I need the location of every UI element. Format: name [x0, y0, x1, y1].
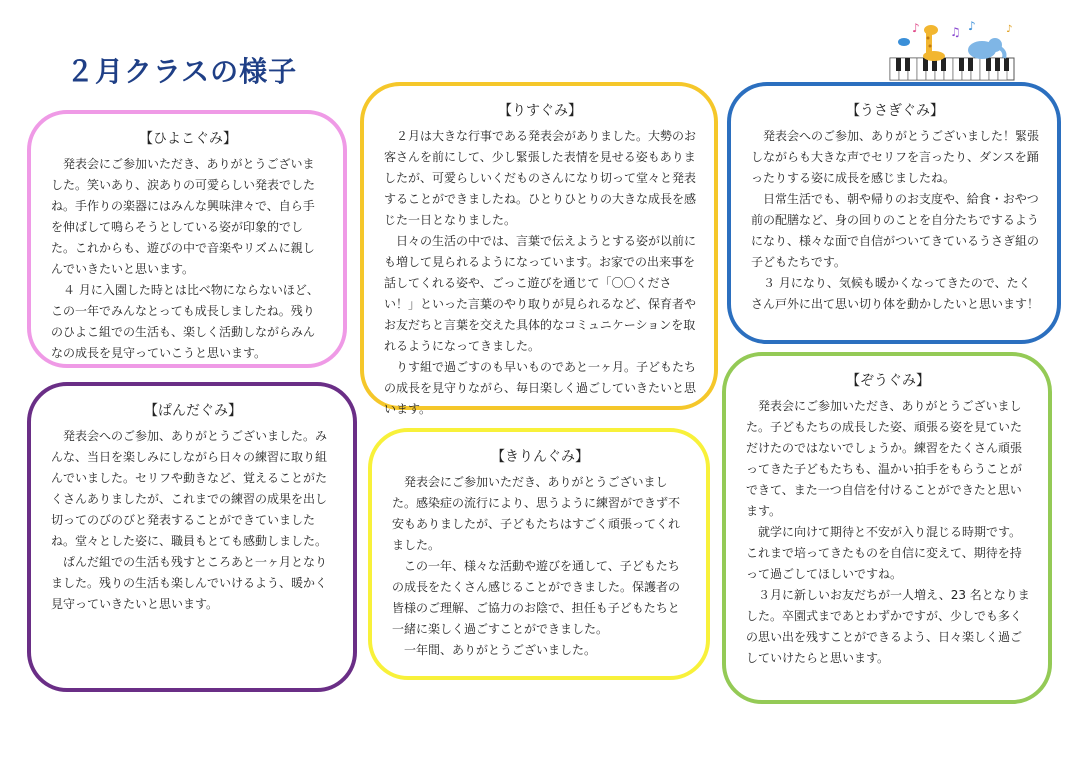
- class-paragraph: 発表会にご参加いただき、ありがとうございました。笑いあり、涙ありの可愛らしい発表でしたね。手作りの楽器にはみんな興味津々で、自ら手を伸ばして鳴らそうとしている姿が印象的でした。これからも、遊びの中で音楽やリズムに親しんでいきたいと思います。: [51, 157, 316, 276]
- class-paragraph: 発表会へのご参加、ありがとうございました。みんな、当日を楽しみにしながら日々の練習に取り組んでいました。セリフや動きなど、覚えることがたくさんありましたが、これまでの練習の成果を出し切ってのびのびと発表することができていましたね。堂々とした姿に、職員もとても感動しました。: [51, 429, 328, 548]
- class-paragraph: この一年、様々な活動や遊びを通して、子どもたちの成長をたくさん感じることができました。保護者の皆様のご理解、ご協力のお陰で、担任も子どもたちと一緒に楽しく過ごすことができました。: [392, 559, 681, 636]
- class-paragraph: ぱんだ組での生活も残すところあと一ヶ月となりました。残りの生活も楽しんでいけるよう、暖かく見守っていきたいと思います。: [51, 555, 328, 611]
- piano-animals-illustration: [888, 18, 1016, 82]
- class-heading: 【ぱんだぐみ】: [144, 403, 242, 419]
- class-paragraph: 日常生活でも、朝や帰りのお支度や、給食・おやつ前の配膳など、身の回りのことを自分たちでするようになり、様々な面で自信がついてきているうさぎ組の子どもたちです。: [751, 192, 1040, 269]
- svg-text:♪: ♪: [912, 21, 920, 35]
- class-paragraph: ３月に新しいお友だちが一人増え、23 名となりました。卒園式まであとわずかですが、少しでも多くの思い出を残すことができるよう、日々楽しく過ごしていけたらと思います。: [746, 588, 1030, 665]
- bird-icon: [898, 38, 910, 46]
- svg-text:♪: ♪: [968, 19, 976, 33]
- class-heading: 【きりんぐみ】: [491, 449, 589, 465]
- class-card-hiyoko: [27, 110, 347, 368]
- class-heading: 【ひよこぐみ】: [139, 131, 237, 147]
- svg-text:♫: ♫: [950, 25, 961, 39]
- page-title: ２月クラスの様子: [66, 55, 298, 88]
- piano-keys-icon: [890, 58, 1014, 80]
- class-paragraph: 発表会にご参加いただき、ありがとうございました。感染症の流行により、思うように練習ができず不安もありましたが、子どもたちはすごく頑張ってくれました。: [392, 475, 681, 552]
- class-paragraph: りす組で過ごすのも早いものであと一ヶ月。子どもたちの成長を見守りながら、毎日楽しく過ごしていきたいと思います。: [384, 360, 697, 416]
- class-paragraph: ３ 月になり、気候も暖かくなってきたので、たくさん戸外に出て思い切り体を動かしたいと思います！: [751, 276, 1040, 311]
- class-paragraph: 日々の生活の中では、言葉で伝えようとする姿が以前にも増して見られるようになっています。お家での出来事を話してくれる姿や、ごっこ遊びを通じて「〇〇ください！」といった言葉のやり取りが見られるなど、保育者やお友だちと言葉を交えた具体的なコミュニケーションを取れるようになってきました。: [384, 234, 697, 353]
- class-paragraph: 就学に向けて期待と不安が入り混じる時期です。これまで培ってきたものを自信に変えて、期待を持って過ごしてほしいですね。: [746, 525, 1022, 581]
- class-heading: 【りすぐみ】: [498, 103, 582, 119]
- class-card-kirin: [368, 428, 710, 680]
- class-card-usagi: [727, 82, 1061, 344]
- class-paragraph: 発表会にご参加いただき、ありがとうございました。子どもたちの成長した姿、頑張る姿を見ていただけたのではないでしょうか。練習をたくさん頑張ってきた子どもたちも、温かい拍手をもらうことができて、また一つ自信を付けることができたと思います。: [746, 399, 1023, 518]
- class-paragraph: 発表会へのご参加、ありがとうございました！緊張しながらも大きな声でセリフを言ったり、ダンスを踊ったりする姿に成長を感じましたね。: [751, 129, 1040, 185]
- class-paragraph: 一年間、ありがとうございました。: [404, 643, 597, 657]
- elephant-icon: [968, 38, 1005, 59]
- svg-text:♪: ♪: [1006, 24, 1013, 35]
- class-card-panda: [27, 382, 357, 692]
- class-heading: 【ぞうぐみ】: [846, 373, 930, 389]
- class-paragraph: ４ 月に入園した時とは比べ物にならないほど、この一年でみんなとっても成長しましたね。残りのひよこ組での生活も、楽しく活動しながらみんなの成長を見守っていこうと思います。: [51, 283, 319, 360]
- class-paragraph: ２月は大きな行事である発表会がありました。大勢のお客さんを前にして、少し緊張した表情を見せる姿もありましたが、可愛らしいくだものさんになり切って堂々と発表することができましたね。ひとりひとりの大きな成長を感じた一日となりました。: [384, 129, 697, 227]
- class-card-zou: [722, 352, 1052, 704]
- class-heading: 【うさぎぐみ】: [846, 103, 944, 119]
- class-card-risu: [360, 82, 718, 416]
- giraffe-icon: [923, 25, 945, 61]
